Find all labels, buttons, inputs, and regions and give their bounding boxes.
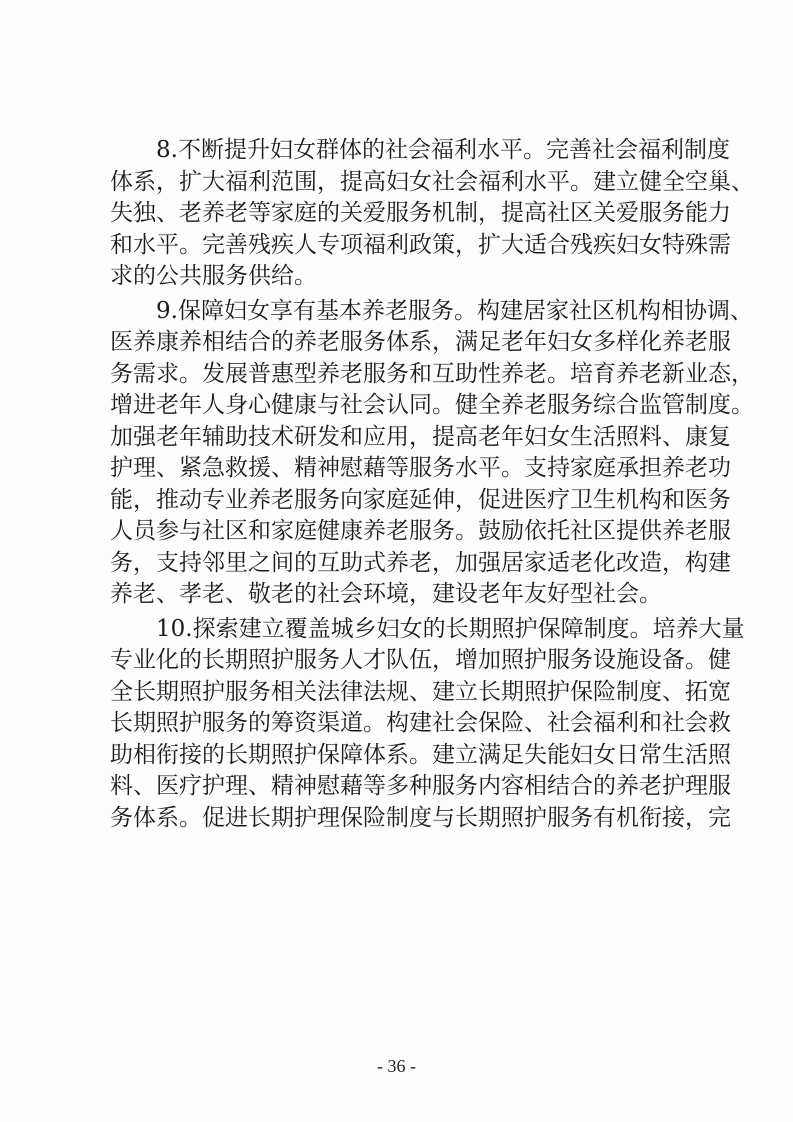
text-line: 全长期照护服务相关法律法规、建立长期照护保险制度、拓宽 [110,678,731,705]
text-line: 养老、孝老、敬老的社会环境，建设老年友好型社会。 [110,581,662,607]
text-line: 专业化的长期照护服务人才队伍，增加照护服务设施设备。健 [110,647,731,673]
text-line: 医养康养相结合的养老服务体系，满足老年妇女多样化养老服 [110,329,731,355]
text-line: 人员参与社区和家庭健康养老服务。鼓励依托社区提供养老服 [110,518,731,544]
text-line: 10.探索建立覆盖城乡妇女的长期照护保障制度。培养大量 [156,615,745,642]
text-line: 和水平。完善残疾人专项福利政策，扩大适合残疾妇女特殊需 [110,231,731,258]
text-line: 体系，扩大福利范围，提高妇女社会福利水平。建立健全空巢、 [110,168,754,195]
text-line: 护理、紧急救援、精神慰藉等服务水平。支持家庭承担养老功 [110,455,731,481]
text-line: 增进老年人身心健康与社会认同。健全养老服务综合监管制度。 [110,392,754,418]
text-line: 料、医疗护理、精神慰藉等多种服务内容相结合的养老护理服 [110,773,731,799]
text-line: 能，推动专业养老服务向家庭延伸，促进医疗卫生机构和医务 [110,486,731,513]
body-text [110,135,754,834]
text-line: 加强老年辅助技术研发和应用，提高老年妇女生活照料、康复 [110,423,731,450]
page-number: - 36 - [377,1056,416,1076]
paragraph-10 [110,614,745,835]
text-line: 求的公共服务供给。 [110,263,317,289]
text-line: 长期照护服务的筹资渠道。构建社会保险、社会福利和社会救 [110,710,731,736]
text-line: 9.保障妇女享有基本养老服务。构建居家社区机构相协调、 [156,297,753,324]
paragraph-9 [110,296,754,611]
text-line: 失独、老养老等家庭的关爱服务机制，提高社区关爱服务能力 [110,200,731,226]
text-line: 8.不断提升妇女群体的社会福利水平。完善社会福利制度 [156,137,730,163]
text-line: 务需求。发展普惠型养老服务和互助性养老。培育养老新业态， [110,360,754,387]
text-line: 助相衔接的长期照护保障体系。建立满足失能妇女日常生活照 [110,741,731,768]
text-line: 务，支持邻里之间的互助式养老，加强居家适老化改造，构建 [110,549,731,576]
paragraph-8 [110,135,754,293]
text-line: 务体系。促进长期护理保险制度与长期照护服务有机衔接，完 [110,804,731,831]
